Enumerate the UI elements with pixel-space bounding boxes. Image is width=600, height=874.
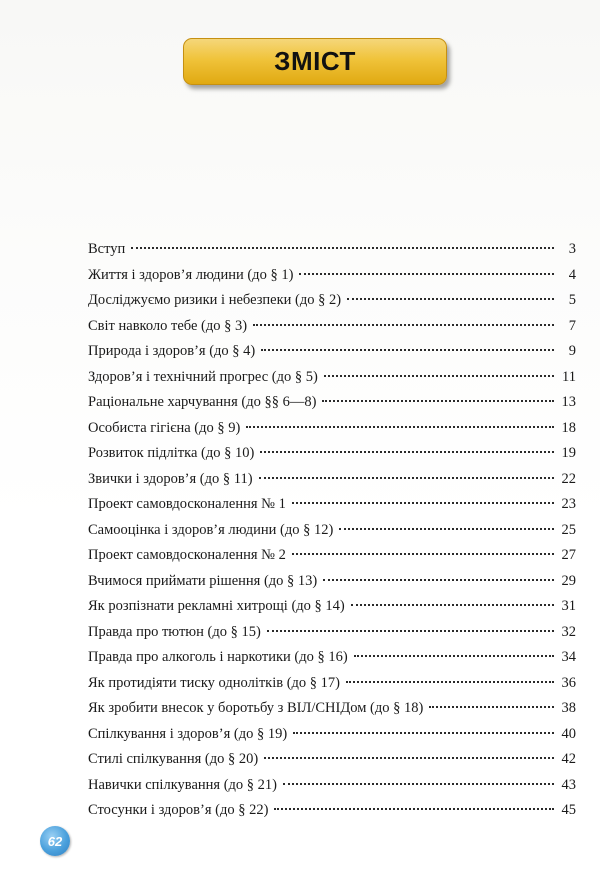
toc-entry-page: 36: [561, 674, 576, 691]
toc-entry-page: 45: [561, 802, 576, 818]
contents-title: ЗМІСТ: [274, 46, 356, 76]
toc-entry[interactable]: [88, 492, 576, 518]
toc-entry-page: 34: [561, 649, 576, 665]
toc-entry-label: Як протидіяти тиску однолітків (до § 17): [88, 674, 341, 691]
toc-entry-label: Проект самовдосконалення № 1: [88, 496, 286, 512]
toc-entry-label: Як зробити внесок у боротьбу з ВІЛ/СНІДом (до § 18): [88, 700, 424, 716]
toc-entry-page: 3: [568, 241, 576, 257]
toc-entry[interactable]: [88, 314, 576, 340]
toc-entry[interactable]: [88, 518, 576, 544]
toc-entry-label: Природа і здоров’я (до § 4): [88, 343, 256, 359]
toc-entry[interactable]: [88, 416, 576, 442]
toc-entry-label: Самооцінка і здоров’я людини (до § 12): [88, 521, 334, 538]
toc-entry-page: 22: [561, 470, 576, 487]
toc-entry-page: 19: [561, 445, 576, 461]
toc-entry-page: 42: [561, 751, 576, 767]
toc-entry-page: 18: [561, 419, 576, 436]
toc-entry[interactable]: [88, 798, 576, 824]
toc-entry-page: 32: [561, 623, 576, 640]
toc-entry-label: Стосунки і здоров’я (до § 22): [88, 802, 269, 818]
toc-entry-page: 43: [561, 776, 576, 793]
toc-entry[interactable]: [88, 747, 576, 773]
toc-entry-label: Вступ: [88, 241, 126, 257]
toc-entry-page: 38: [561, 700, 576, 716]
toc-entry-label: Правда про тютюн (до § 15): [88, 623, 261, 640]
toc-entry[interactable]: [88, 441, 576, 467]
toc-leader-dots: [253, 324, 554, 326]
toc-entry-label: Стилі спілкування (до § 20): [88, 751, 259, 767]
toc-entry-label: Особиста гігієна (до § 9): [88, 419, 241, 436]
toc-entry[interactable]: [88, 263, 576, 289]
toc-entry-label: Світ навколо тебе (до § 3): [88, 317, 248, 334]
toc-entry[interactable]: [88, 390, 576, 416]
toc-entry-label: Розвиток підлітка (до § 10): [88, 445, 255, 461]
toc-leader-dots: [246, 426, 553, 428]
toc-leader-dots: [283, 783, 554, 785]
toc-entry[interactable]: [88, 467, 576, 493]
toc-leader-dots: [292, 502, 554, 504]
toc-entry-page: 27: [561, 547, 576, 563]
toc-entry-label: Проект самовдосконалення № 2: [88, 547, 286, 563]
toc-leader-dots: [264, 757, 553, 759]
toc-entry-page: 25: [561, 521, 576, 538]
toc-entry-page: 23: [561, 496, 576, 512]
toc-entry-page: 9: [568, 343, 576, 359]
toc-leader-dots: [346, 681, 553, 683]
toc-entry-label: Навички спілкування (до § 21): [88, 776, 277, 793]
toc-leader-dots: [429, 706, 553, 708]
toc-leader-dots: [260, 451, 553, 453]
toc-entry-page: 7: [568, 317, 576, 334]
toc-entry[interactable]: [88, 339, 576, 365]
toc-entry-label: Правда про алкоголь і наркотики (до § 16): [88, 649, 348, 665]
contents-title-box: [183, 38, 447, 85]
toc-entry[interactable]: [88, 671, 576, 697]
toc-entry-label: Спілкування і здоров’я (до § 19): [88, 725, 288, 742]
toc-leader-dots: [131, 247, 554, 249]
toc-entry-page: 40: [561, 725, 576, 742]
toc-entry-page: 4: [568, 266, 576, 283]
toc-entry[interactable]: [88, 569, 576, 595]
toc-entry-page: 31: [561, 598, 576, 614]
toc-entry[interactable]: [88, 773, 576, 799]
toc-entry[interactable]: [88, 365, 576, 391]
toc-leader-dots: [261, 349, 554, 351]
toc-entry-label: Раціональне харчування (до §§ 6—8): [88, 394, 317, 410]
toc-entry[interactable]: [88, 237, 576, 263]
page-number-badge: [40, 826, 70, 856]
toc-entry-page: 11: [562, 368, 576, 385]
toc-entry-page: 5: [568, 292, 576, 308]
toc-entry-label: Здоров’я і технічний прогрес (до § 5): [88, 368, 318, 385]
toc-entry-label: Вчимося приймати рішення (до § 13): [88, 572, 318, 589]
toc-leader-dots: [292, 553, 554, 555]
page-number: 62: [47, 833, 63, 849]
toc-leader-dots: [351, 604, 554, 606]
toc-entry-label: Як розпізнати рекламні хитрощі (до § 14): [88, 598, 345, 614]
toc-leader-dots: [322, 400, 553, 402]
toc-entry[interactable]: [88, 645, 576, 671]
toc-entry[interactable]: [88, 722, 576, 748]
toc-entry-page: 29: [561, 572, 576, 589]
toc-leader-dots: [354, 655, 554, 657]
toc-leader-dots: [274, 808, 553, 810]
toc-entry-page: 13: [561, 394, 576, 410]
toc-leader-dots: [293, 732, 553, 734]
toc-entry[interactable]: [88, 288, 576, 314]
toc-leader-dots: [323, 579, 553, 581]
toc-leader-dots: [267, 630, 554, 632]
toc-entry-label: Життя і здоров’я людини (до § 1): [88, 266, 294, 283]
table-of-contents: [88, 237, 576, 824]
toc-leader-dots: [259, 477, 554, 479]
toc-entry[interactable]: [88, 543, 576, 569]
toc-entry-label: Досліджуємо ризики і небезпеки (до § 2): [88, 292, 342, 308]
toc-leader-dots: [299, 273, 554, 275]
toc-leader-dots: [347, 298, 554, 300]
toc-entry-label: Звички і здоров’я (до § 11): [88, 470, 253, 487]
toc-entry[interactable]: [88, 620, 576, 646]
toc-entry[interactable]: [88, 696, 576, 722]
toc-entry[interactable]: [88, 594, 576, 620]
toc-leader-dots: [339, 528, 553, 530]
toc-leader-dots: [324, 375, 554, 377]
